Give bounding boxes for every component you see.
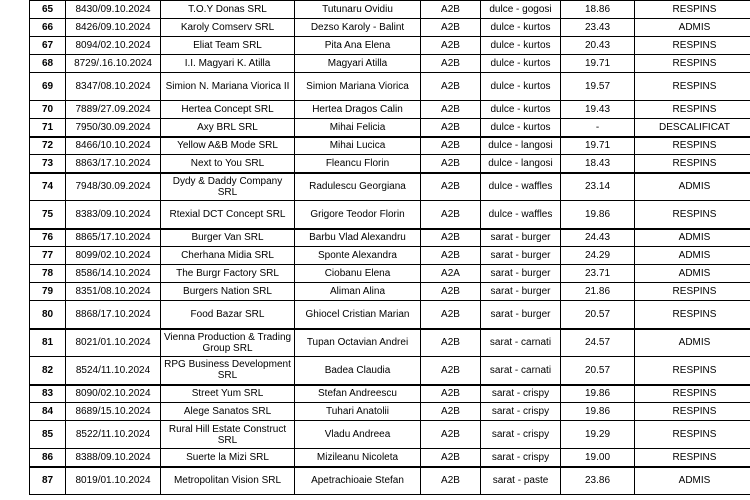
status: ADMIS [635,229,750,247]
registration-ref: 8351/08.10.2024 [66,283,161,301]
status: RESPINS [635,55,750,73]
score: 19.43 [561,101,635,119]
registration-ref: 8868/17.10.2024 [66,301,161,329]
product-type: dulce - waffles [481,201,561,229]
score: 19.29 [561,421,635,449]
product-type: sarat - crispy [481,403,561,421]
status: RESPINS [635,101,750,119]
person-name: Hertea Dragos Calin [295,101,421,119]
table-row [30,119,750,137]
category: A2B [421,385,481,403]
row-number: 65 [30,1,66,19]
table-row [30,73,750,101]
company-name: Simion N. Mariana Viorica II [161,73,295,101]
registration-ref: 8865/17.10.2024 [66,229,161,247]
category: A2B [421,37,481,55]
person-name: Simion Mariana Viorica [295,73,421,101]
product-type: dulce - langosi [481,137,561,155]
registration-ref: 8426/09.10.2024 [66,19,161,37]
row-number: 87 [30,467,66,495]
category: A2B [421,301,481,329]
score: 23.86 [561,467,635,495]
person-name: Vladu Andreea [295,421,421,449]
person-name: Stefan Andreescu [295,385,421,403]
company-name: Karoly Comserv SRL [161,19,295,37]
table-row [30,37,750,55]
person-name: Magyari Atilla [295,55,421,73]
company-name: Next to You SRL [161,155,295,173]
score: 23.71 [561,265,635,283]
category: A2B [421,283,481,301]
person-name: Apetrachioaie Stefan [295,467,421,495]
company-name: Axy BRL SRL [161,119,295,137]
score: 19.86 [561,403,635,421]
status: RESPINS [635,385,750,403]
registration-ref: 8021/01.10.2024 [66,329,161,357]
status: RESPINS [635,37,750,55]
status: DESCALIFICAT [635,119,750,137]
table-row [30,301,750,329]
table-row [30,329,750,357]
category: A2B [421,247,481,265]
category: A2B [421,155,481,173]
company-name: Vienna Production & Trading Group SRL [161,329,295,357]
status: ADMIS [635,329,750,357]
product-type: dulce - kurtos [481,101,561,119]
score: 19.86 [561,201,635,229]
status: RESPINS [635,155,750,173]
registration-ref: 8524/11.10.2024 [66,357,161,385]
row-number: 73 [30,155,66,173]
table-row [30,101,750,119]
row-number: 71 [30,119,66,137]
score: 24.57 [561,329,635,357]
registration-ref: 8019/01.10.2024 [66,467,161,495]
product-type: dulce - kurtos [481,37,561,55]
row-number: 66 [30,19,66,37]
registration-ref: 8522/11.10.2024 [66,421,161,449]
person-name: Radulescu Georgiana [295,173,421,201]
product-type: sarat - burger [481,265,561,283]
category: A2B [421,357,481,385]
company-name: T.O.Y Donas SRL [161,1,295,19]
category: A2B [421,101,481,119]
status: ADMIS [635,247,750,265]
table-row [30,1,750,19]
table-row [30,155,750,173]
row-number: 70 [30,101,66,119]
score: 23.43 [561,19,635,37]
product-type: sarat - burger [481,301,561,329]
registration-ref: 8383/09.10.2024 [66,201,161,229]
row-number: 76 [30,229,66,247]
table-row [30,265,750,283]
person-name: Mihai Felicia [295,119,421,137]
company-name: RPG Business Development SRL [161,357,295,385]
status: RESPINS [635,137,750,155]
company-name: The Burgr Factory SRL [161,265,295,283]
score: 19.57 [561,73,635,101]
score: 24.29 [561,247,635,265]
row-number: 77 [30,247,66,265]
company-name: I.I. Magyari K. Atilla [161,55,295,73]
table-row [30,55,750,73]
person-name: Barbu Vlad Alexandru [295,229,421,247]
category: A2B [421,449,481,467]
registration-ref: 8090/02.10.2024 [66,385,161,403]
table-row [30,357,750,385]
score: 19.00 [561,449,635,467]
category: A2B [421,403,481,421]
person-name: Grigore Teodor Florin [295,201,421,229]
status: RESPINS [635,1,750,19]
company-name: Eliat Team SRL [161,37,295,55]
category: A2B [421,137,481,155]
registration-ref: 8729/.16.10.2024 [66,55,161,73]
registration-ref: 8430/09.10.2024 [66,1,161,19]
category: A2B [421,1,481,19]
company-name: Food Bazar SRL [161,301,295,329]
status: ADMIS [635,173,750,201]
score: 18.43 [561,155,635,173]
table-row [30,173,750,201]
score: 19.71 [561,137,635,155]
product-type: dulce - kurtos [481,19,561,37]
row-number: 69 [30,73,66,101]
score: 23.14 [561,173,635,201]
table-row [30,385,750,403]
status: RESPINS [635,421,750,449]
product-type: sarat - paste [481,467,561,495]
company-name: Metropolitan Vision SRL [161,467,295,495]
person-name: Mihai Lucica [295,137,421,155]
score: - [561,119,635,137]
registration-ref: 8347/08.10.2024 [66,73,161,101]
score: 18.86 [561,1,635,19]
row-number: 85 [30,421,66,449]
company-name: Suerte la Mizi SRL [161,449,295,467]
status: RESPINS [635,201,750,229]
product-type: sarat - burger [481,247,561,265]
product-type: dulce - waffles [481,173,561,201]
score: 24.43 [561,229,635,247]
status: ADMIS [635,467,750,495]
person-name: Aliman Alina [295,283,421,301]
status: RESPINS [635,301,750,329]
person-name: Pita Ana Elena [295,37,421,55]
registration-ref: 7889/27.09.2024 [66,101,161,119]
table-row [30,467,750,495]
company-name: Alege Sanatos SRL [161,403,295,421]
person-name: Fleancu Florin [295,155,421,173]
status: RESPINS [635,403,750,421]
registration-ref: 7950/30.09.2024 [66,119,161,137]
row-number: 68 [30,55,66,73]
score: 20.57 [561,301,635,329]
company-name: Rtexial DCT Concept SRL [161,201,295,229]
product-type: sarat - crispy [481,385,561,403]
row-number: 75 [30,201,66,229]
registration-ref: 8466/10.10.2024 [66,137,161,155]
table-row [30,19,750,37]
results-table [29,0,750,495]
status: RESPINS [635,357,750,385]
product-type: sarat - carnati [481,357,561,385]
person-name: Tutunaru Ovidiu [295,1,421,19]
registration-ref: 8094/02.10.2024 [66,37,161,55]
row-number: 86 [30,449,66,467]
registration-ref: 7948/30.09.2024 [66,173,161,201]
person-name: Tuhari Anatolii [295,403,421,421]
person-name: Ghiocel Cristian Marian [295,301,421,329]
product-type: sarat - burger [481,229,561,247]
category: A2B [421,55,481,73]
row-number: 78 [30,265,66,283]
table-row [30,229,750,247]
product-type: dulce - gogosi [481,1,561,19]
company-name: Burger Van SRL [161,229,295,247]
product-type: sarat - crispy [481,421,561,449]
category: A2B [421,329,481,357]
category: A2B [421,19,481,37]
company-name: Rural Hill Estate Construct SRL [161,421,295,449]
product-type: dulce - kurtos [481,55,561,73]
score: 21.86 [561,283,635,301]
product-type: dulce - langosi [481,155,561,173]
score: 19.86 [561,385,635,403]
status: RESPINS [635,283,750,301]
category: A2B [421,119,481,137]
person-name: Ciobanu Elena [295,265,421,283]
company-name: Street Yum SRL [161,385,295,403]
registration-ref: 8863/17.10.2024 [66,155,161,173]
status: RESPINS [635,449,750,467]
table-row [30,201,750,229]
category: A2B [421,173,481,201]
company-name: Yellow A&B Mode SRL [161,137,295,155]
registration-ref: 8388/09.10.2024 [66,449,161,467]
status: RESPINS [635,73,750,101]
company-name: Burgers Nation SRL [161,283,295,301]
category: A2B [421,467,481,495]
row-number: 84 [30,403,66,421]
category: A2B [421,73,481,101]
company-name: Hertea Concept SRL [161,101,295,119]
row-number: 74 [30,173,66,201]
row-number: 67 [30,37,66,55]
row-number: 82 [30,357,66,385]
category: A2B [421,421,481,449]
product-type: dulce - kurtos [481,119,561,137]
company-name: Dydy & Daddy Company SRL [161,173,295,201]
category: A2A [421,265,481,283]
table-row [30,403,750,421]
status: ADMIS [635,265,750,283]
row-number: 72 [30,137,66,155]
row-number: 83 [30,385,66,403]
person-name: Dezso Karoly - Balint [295,19,421,37]
registration-ref: 8586/14.10.2024 [66,265,161,283]
table-row [30,283,750,301]
person-name: Sponte Alexandra [295,247,421,265]
product-type: dulce - kurtos [481,73,561,101]
product-type: sarat - crispy [481,449,561,467]
score: 19.71 [561,55,635,73]
person-name: Mizileanu Nicoleta [295,449,421,467]
registration-ref: 8689/15.10.2024 [66,403,161,421]
table-row [30,247,750,265]
person-name: Badea Claudia [295,357,421,385]
score: 20.43 [561,37,635,55]
row-number: 80 [30,301,66,329]
product-type: sarat - carnati [481,329,561,357]
category: A2B [421,229,481,247]
company-name: Cherhana Midia SRL [161,247,295,265]
table-row [30,449,750,467]
registration-ref: 8099/02.10.2024 [66,247,161,265]
category: A2B [421,201,481,229]
status: ADMIS [635,19,750,37]
score: 20.57 [561,357,635,385]
product-type: sarat - burger [481,283,561,301]
table-row [30,137,750,155]
table-row [30,421,750,449]
row-number: 79 [30,283,66,301]
person-name: Tupan Octavian Andrei [295,329,421,357]
row-number: 81 [30,329,66,357]
